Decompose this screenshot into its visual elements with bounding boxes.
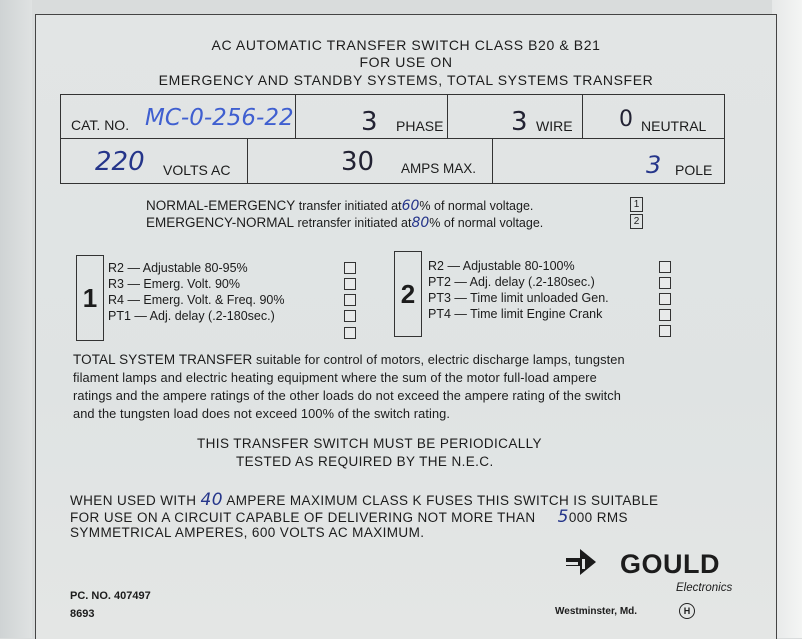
neutral-label: NEUTRAL: [641, 118, 707, 134]
header-line-3: EMERGENCY AND STANDBY SYSTEMS, TOTAL SYSTEMS TRANSFER: [158, 72, 654, 88]
emergency-normal-line: [146, 215, 543, 231]
pc-number: PC. NO. 407497: [70, 590, 151, 602]
group2-item-pt2: PT2 — Adj. delay (.2-180sec.): [428, 275, 595, 289]
fuse-line-2-before: FOR USE ON A CIRCUIT CAPABLE OF DELIVERING NOT MORE THAN: [70, 510, 536, 525]
group1-item-r3: R3 — Emerg. Volt. 90%: [108, 277, 241, 291]
box-1: 1: [630, 197, 643, 212]
brand-name: GOULD: [620, 549, 720, 579]
group1-item-r4: R4 — Emerg. Volt. & Freq. 90%: [108, 293, 285, 307]
group1-item-pt1: PT1 — Adj. delay (.2-180sec.): [108, 309, 275, 323]
header-line-2: FOR USE ON: [359, 54, 453, 70]
amps-label: AMPS MAX.: [401, 161, 477, 176]
normal-emergency-text-after: % of normal voltage.: [419, 199, 534, 213]
normal-emergency-text: transfer initiated at: [298, 199, 402, 213]
cat-no-label: CAT. NO.: [71, 117, 130, 133]
volts-label: VOLTS AC: [163, 162, 231, 178]
checkbox-group1-1: [344, 262, 356, 274]
code-number: 8693: [70, 608, 95, 620]
checkbox-group2-5: [659, 325, 671, 337]
checkbox-group1-2: [344, 278, 356, 290]
description-line-4: and the tungsten load does not exceed 100% of the switch rating.: [73, 406, 451, 421]
phase-label: PHASE: [396, 118, 444, 134]
description-line-3: ratings and the ampere ratings of the other loads do not exceed the ampere rating of the switch: [73, 388, 622, 403]
description-line-1: suitable for control of motors, electric discharge lamps, tungsten: [256, 352, 625, 367]
phase-value: 3: [361, 107, 378, 137]
box-2: 2: [630, 214, 643, 229]
fuse-line-2: [70, 507, 628, 527]
amps-value: 30: [341, 147, 375, 177]
emergency-normal-text-after: % of normal voltage.: [429, 216, 544, 230]
pole-value: 3: [646, 151, 662, 179]
notice-line-1: THIS TRANSFER SWITCH MUST BE PERIODICALLY: [197, 436, 542, 451]
emergency-normal-caps: EMERGENCY-NORMAL: [146, 215, 295, 230]
fuse-ampere-value: 40: [200, 490, 223, 510]
ratings-table: [60, 94, 725, 184]
neutral-value: 0: [619, 107, 633, 132]
normal-emergency-value: 60: [401, 198, 420, 214]
circle-mark: H: [679, 603, 695, 619]
gould-logo-icon: [564, 545, 598, 579]
background-left: [0, 0, 32, 638]
wire-value: 3: [511, 107, 528, 137]
fuse-line-2-after: 000 RMS: [568, 510, 628, 525]
checkbox-group2-3: [659, 293, 671, 305]
nameplate-label: [35, 14, 777, 639]
description-lead: TOTAL SYSTEM TRANSFER: [73, 352, 253, 367]
fuse-line-1-before: WHEN USED WITH: [70, 493, 197, 508]
pole-label: POLE: [675, 162, 713, 178]
fuse-rms-value: 5: [557, 507, 569, 527]
emergency-normal-value: 80: [411, 215, 430, 231]
wire-label: WIRE: [536, 118, 573, 134]
group2-item-pt3: PT3 — Time limit unloaded Gen.: [428, 291, 609, 305]
checkbox-group2-1: [659, 261, 671, 273]
checkbox-group2-4: [659, 309, 671, 321]
cat-no-value: MC-0-256-22: [145, 105, 294, 131]
location: Westminster, Md.: [555, 606, 638, 617]
group2-item-pt4: PT4 — Time limit Engine Crank: [428, 307, 603, 321]
checkbox-group1-3: [344, 294, 356, 306]
notice-line-2: TESTED AS REQUIRED BY THE N.E.C.: [236, 454, 494, 469]
volts-value: 220: [95, 147, 145, 177]
option-group-2-number: 2: [394, 251, 422, 337]
checkbox-group1-5: [344, 327, 356, 339]
description-line-2: filament lamps and electric heating equipment where the sum of the motor full-load ampere: [73, 370, 597, 385]
brand-subtitle: Electronics: [676, 582, 733, 594]
group1-item-r2: R2 — Adjustable 80-95%: [108, 261, 248, 275]
fuse-line-1-after: AMPERE MAXIMUM CLASS K FUSES THIS SWITCH IS SUITABLE: [226, 493, 659, 508]
fuse-line-3: SYMMETRICAL AMPERES, 600 VOLTS AC MAXIMUM.: [70, 525, 425, 540]
checkbox-group1-4: [344, 310, 356, 322]
header-line-1: AC AUTOMATIC TRANSFER SWITCH CLASS B20 & B21: [211, 37, 601, 53]
group2-item-r2: R2 — Adjustable 80-100%: [428, 259, 575, 273]
option-group-1-number: 1: [76, 255, 104, 341]
normal-emergency-caps: NORMAL-EMERGENCY: [146, 198, 296, 213]
description-paragraph: [73, 351, 753, 423]
normal-emergency-line: [146, 198, 533, 214]
checkbox-group2-2: [659, 277, 671, 289]
emergency-normal-text: retransfer initiated at: [297, 216, 412, 230]
